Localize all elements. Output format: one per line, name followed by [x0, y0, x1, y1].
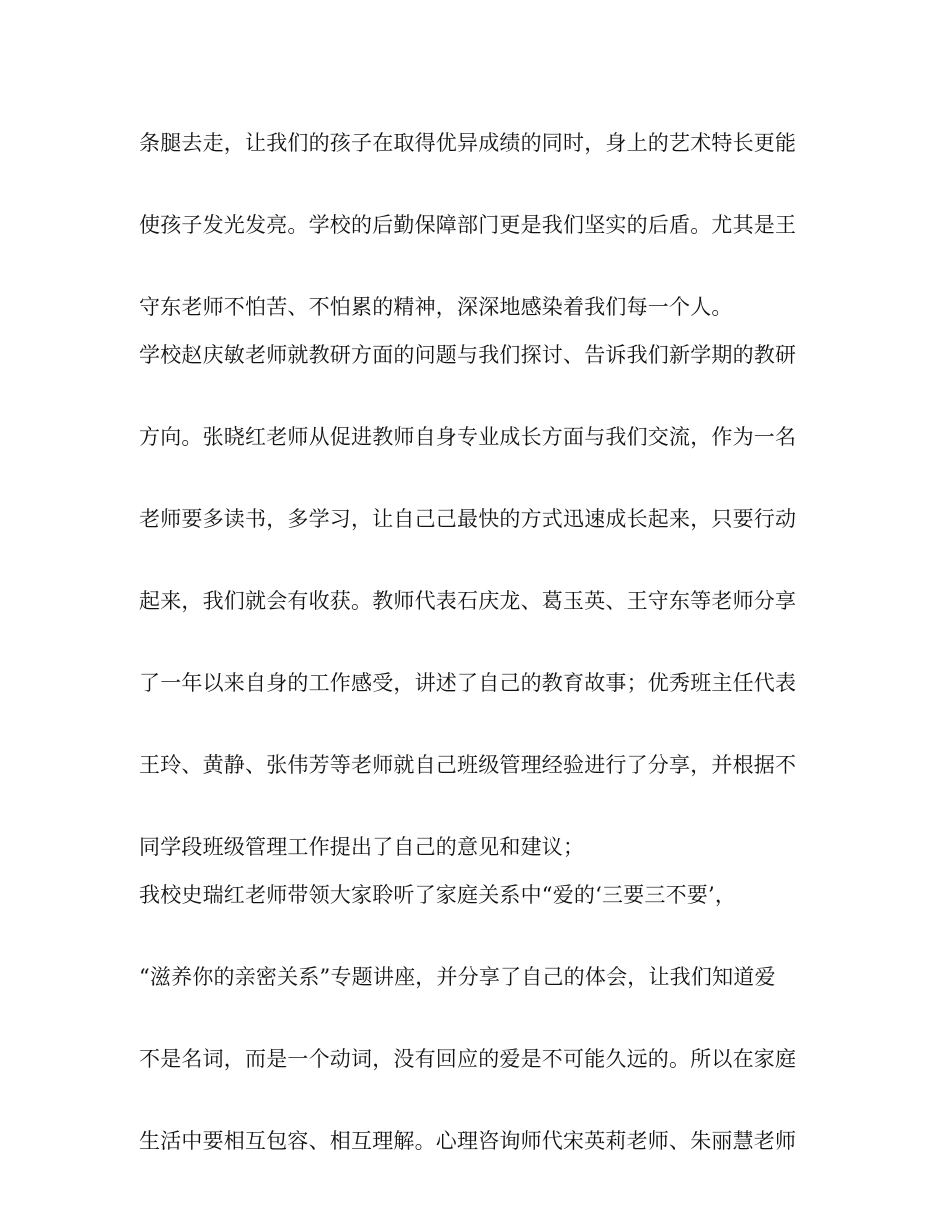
paragraph-2-line-2: 方向。张晓红老师从促进教师自身专业成长方面与我们交流，作为一名 [139, 425, 797, 449]
paragraph-2-line-3: 老师要多读书，多学习，让自己己最快的方式迅速成长起来，只要行动 [139, 507, 797, 531]
paragraph-2-line-5: 了一年以来自身的工作感受，讲述了自己的教育故事；优秀班主任代表 [139, 671, 797, 695]
paragraph-2-line-4: 起来，我们就会有收获。教师代表石庆龙、葛玉英、王守东等老师分享 [139, 589, 797, 613]
paragraph-3-line-4: 生活中要相互包容、相互理解。心理咨询师代宋英莉老师、朱丽慧老师 [139, 1129, 797, 1153]
paragraph-3-line-1: 我校史瑞红老师带领大家聆听了家庭关系中“爱的‘三要三不要’， [139, 883, 737, 907]
paragraph-2-line-7: 同学段班级管理工作提出了自己的意见和建议； [139, 835, 585, 859]
paragraph-2-line-6: 王玲、黄静、张伟芳等老师就自己班级管理经验进行了分享，并根据不 [139, 753, 797, 777]
paragraph-1-line-3: 守东老师不怕苦、不怕累的精神，深深地感染着我们每一个人。 [139, 295, 733, 319]
document-body [139, 125, 819, 1159]
paragraph-3-line-2: “滋养你的亲密关系”专题讲座，并分享了自己的体会，让我们知道爱 [139, 965, 776, 989]
paragraph-1-line-1: 条腿去走，让我们的孩子在取得优异成绩的同时，身上的艺术特长更能 [139, 131, 797, 155]
paragraph-2-line-1: 学校赵庆敏老师就教研方面的问题与我们探讨、告诉我们新学期的教研 [139, 343, 797, 367]
paragraph-3-line-3: 不是名词，而是一个动词，没有回应的爱是不可能久远的。所以在家庭 [139, 1047, 797, 1071]
paragraph-1-line-2: 使孩子发光发亮。学校的后勤保障部门更是我们坚实的后盾。尤其是王 [139, 213, 797, 237]
